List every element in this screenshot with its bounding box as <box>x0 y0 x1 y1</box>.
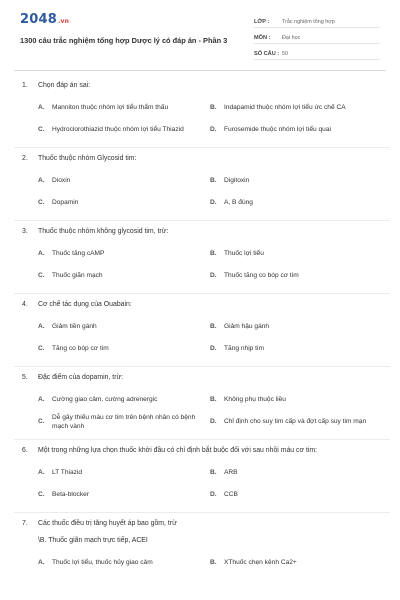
meta-value: Trắc nghiệm tổng hợp <box>282 19 335 25</box>
question-2 <box>22 147 382 220</box>
option-letter: B. <box>210 323 217 331</box>
option-a[interactable] <box>38 389 210 411</box>
option-b[interactable] <box>210 170 382 192</box>
meta-label: LỚP : <box>254 19 270 25</box>
option-text: Hydroclorothiazid thuộc nhóm lợi tiểu Thiazid <box>52 126 184 134</box>
doc-title: 1300 câu trắc nghiệm tổng hợp Dược lý có đáp án - Phần 3 <box>20 36 228 45</box>
option-text: Giảm hậu gánh <box>224 323 270 331</box>
question-stem <box>22 446 382 456</box>
option-letter: A. <box>38 323 45 331</box>
meta-label: MÔN : <box>254 35 271 41</box>
question-text: Một trong những lựa chọn thuốc khởi đầu có chỉ định bắt buộc đối với sau nhồi máu cơ tim: <box>38 447 318 454</box>
option-text: CCB <box>224 491 238 499</box>
option-list <box>22 170 382 214</box>
question-stem <box>22 519 382 529</box>
question-text: Các thuốc điều trị tăng huyết áp bao gồm, trừ <box>38 520 177 527</box>
question-divider <box>14 147 390 148</box>
option-text: ARB <box>224 469 238 477</box>
option-text: Thuốc tăng cAMP <box>52 250 105 258</box>
meta-value: Đại học <box>282 35 301 41</box>
question-1 <box>22 81 382 147</box>
question-text: Thuốc thuộc nhóm Glycosid tim: <box>38 155 137 162</box>
option-letter: A. <box>38 396 45 404</box>
meta-row-class <box>254 14 380 28</box>
question-subtext: \B. Thuốc giãn mạch trực tiếp, ACEI <box>38 537 148 544</box>
option-list <box>22 389 382 433</box>
question-text: Chọn đáp án sai: <box>38 82 91 89</box>
option-b[interactable] <box>210 243 382 265</box>
meta-label: SỐ CÂU : <box>254 51 280 57</box>
option-letter: B. <box>210 250 217 258</box>
option-letter: C. <box>38 126 45 134</box>
option-letter: B. <box>210 177 217 185</box>
option-b[interactable] <box>210 97 382 119</box>
option-text: XThuốc chẹn kênh Ca2+ <box>224 559 297 567</box>
option-c[interactable] <box>38 119 210 141</box>
option-text: Tăng nhịp tim <box>224 345 264 353</box>
question-text: Đặc điểm của dopamin, trừ: <box>38 374 124 381</box>
option-list <box>22 552 382 574</box>
question-number: 6. <box>22 447 28 454</box>
option-a[interactable] <box>38 316 210 338</box>
option-c[interactable] <box>38 338 210 360</box>
option-b[interactable] <box>210 316 382 338</box>
option-text: Thuốc giãn mạch <box>52 272 103 280</box>
option-letter: C. <box>38 491 45 499</box>
option-letter: B. <box>210 104 217 112</box>
option-d[interactable] <box>210 338 382 360</box>
option-list <box>22 462 382 506</box>
question-stem <box>22 300 382 310</box>
question-3 <box>22 220 382 293</box>
option-a[interactable] <box>38 97 210 119</box>
logo-text: 2048 <box>20 12 57 27</box>
question-6 <box>22 439 382 512</box>
option-letter: D. <box>210 491 217 499</box>
option-b[interactable] <box>210 462 382 484</box>
question-divider <box>14 293 390 294</box>
option-list <box>22 97 382 141</box>
option-d[interactable] <box>210 411 382 433</box>
option-letter: C. <box>38 418 45 426</box>
question-stem <box>22 227 382 237</box>
option-letter: A. <box>38 104 45 112</box>
option-text: Thuốc tăng co bóp cơ tim <box>224 272 299 280</box>
question-number: 4. <box>22 301 28 308</box>
option-text: Chỉ định cho suy tim cấp và đợt cấp suy tim mạn <box>224 418 367 426</box>
question-divider <box>14 220 390 221</box>
option-a[interactable] <box>38 243 210 265</box>
option-text: Dễ gây thiếu máu cơ tim trên bệnh nhân có bệnh mạch vành <box>52 413 196 430</box>
option-letter: D. <box>210 345 217 353</box>
question-text: Thuốc thuộc nhóm không glycosid tim, trừ: <box>38 228 169 235</box>
question-number: 3. <box>22 228 28 235</box>
meta-row-subject <box>254 30 380 44</box>
question-number: 5. <box>22 374 28 381</box>
question-divider <box>14 439 390 440</box>
option-d[interactable] <box>210 484 382 506</box>
option-text: Beta-blocker <box>52 491 90 499</box>
page-header <box>0 0 400 70</box>
option-text: Thuốc lợi tiểu, thuốc hủy giao cảm <box>52 559 153 567</box>
question-5 <box>22 366 382 439</box>
question-list <box>0 71 400 580</box>
option-text: A, B đúng <box>224 199 253 207</box>
question-divider <box>14 366 390 367</box>
option-text: Dioxin <box>52 177 71 185</box>
option-letter: C. <box>38 345 45 353</box>
option-letter: D. <box>210 126 217 134</box>
option-a[interactable] <box>38 170 210 192</box>
option-a[interactable] <box>38 462 210 484</box>
option-list <box>22 243 382 287</box>
option-letter: A. <box>38 559 45 567</box>
option-letter: A. <box>38 177 45 185</box>
option-letter: A. <box>38 250 45 258</box>
option-text: Không phụ thuộc liều <box>224 396 286 404</box>
option-d[interactable] <box>210 192 382 214</box>
option-letter: A. <box>38 469 45 477</box>
option-text: Thuốc lợi tiểu <box>224 250 264 258</box>
option-letter: D. <box>210 272 217 280</box>
question-divider <box>14 512 390 513</box>
question-7 <box>22 512 382 580</box>
option-d[interactable] <box>210 119 382 141</box>
option-text: Dopamin <box>52 199 79 207</box>
option-text: Tăng co bóp cơ tim <box>52 345 109 353</box>
option-c[interactable] <box>38 484 210 506</box>
option-b[interactable] <box>210 389 382 411</box>
option-d[interactable] <box>210 265 382 287</box>
question-number: 1. <box>22 82 28 89</box>
option-list <box>22 316 382 360</box>
option-letter: C. <box>38 199 45 207</box>
option-text: Manniton thuộc nhóm lợi tiểu thẩm thấu <box>52 104 169 112</box>
question-text: Cơ chế tác dụng của Ouabain: <box>38 301 132 308</box>
question-stem <box>22 154 382 164</box>
option-text: Indapamid thuộc nhóm lợi tiểu ức chế CA <box>224 104 346 112</box>
option-letter: B. <box>210 559 217 567</box>
meta-value: 50 <box>282 51 288 57</box>
option-text: Giảm tiền gánh <box>52 323 97 331</box>
question-4 <box>22 293 382 366</box>
question-stem <box>22 81 382 91</box>
option-c[interactable] <box>38 265 210 287</box>
meta-row-count <box>254 46 380 60</box>
option-letter: D. <box>210 418 217 426</box>
exam-meta <box>254 14 380 62</box>
question-number: 7. <box>22 520 28 527</box>
option-text: LT Thiazid <box>52 469 83 477</box>
option-b[interactable] <box>210 552 382 574</box>
option-letter: C. <box>38 272 45 280</box>
option-text: Digitoxin <box>224 177 250 185</box>
option-letter: B. <box>210 396 217 404</box>
option-text: Cường giao cảm, cường adrenergic <box>52 396 158 404</box>
option-c[interactable] <box>38 192 210 214</box>
option-c[interactable] <box>38 411 210 433</box>
logo-suffix: .vn <box>57 18 70 25</box>
question-number: 2. <box>22 155 28 162</box>
option-letter: D. <box>210 199 217 207</box>
option-text: Furosemide thuộc nhóm lợi tiểu quai <box>224 126 331 134</box>
question-stem <box>22 373 382 383</box>
option-a[interactable] <box>38 552 210 574</box>
option-letter: B. <box>210 469 217 477</box>
